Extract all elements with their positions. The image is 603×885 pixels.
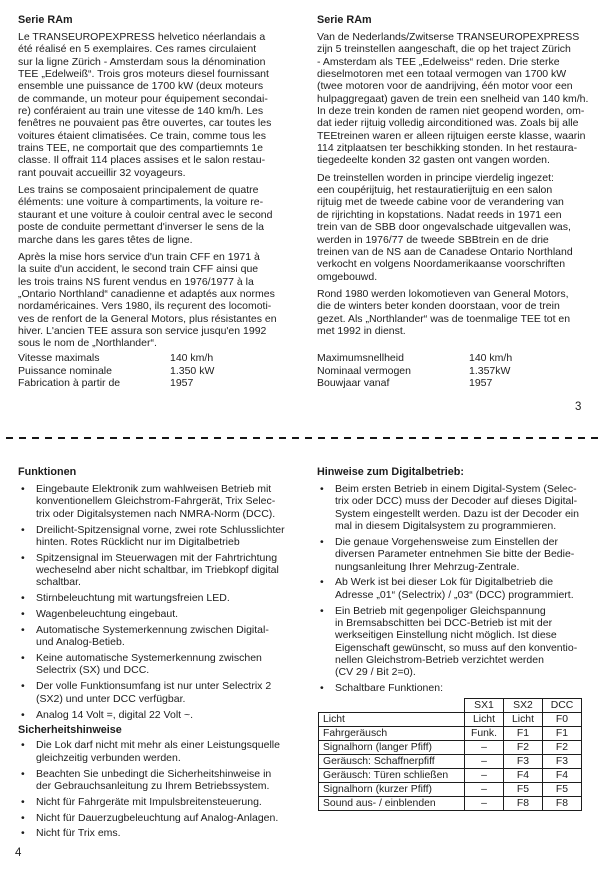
text-line: Rond 1980 werden lokomotieven van General Motors,: [317, 287, 569, 300]
text-line: die de winters beter konden doorstaan, voor de trein: [317, 300, 560, 313]
table-cell: Licht: [465, 713, 504, 727]
french-specs-list: [18, 352, 302, 390]
text-line: Spitzensignal im Steuerwagen mit der Fahrtrichtung: [36, 551, 278, 564]
table-cell: F2: [504, 741, 543, 755]
bullet-text: [36, 739, 304, 764]
page-number-4: 4: [15, 847, 22, 859]
bullet-icon: •: [21, 767, 25, 780]
bullet-item: [18, 652, 304, 677]
bullet-text: [335, 682, 603, 694]
functions-column: [18, 466, 304, 843]
bullet-item: [18, 608, 304, 620]
table-header-row: [319, 699, 582, 713]
bullet-icon: •: [21, 483, 25, 495]
text-line: rijtuig met de tweede cabine voor de verandering van: [317, 196, 564, 209]
bullet-item: [317, 483, 603, 532]
spec-value: 1957: [170, 377, 194, 390]
text-line: classe. Il offrait 114 places assises et le salon restau-: [18, 154, 266, 167]
text-line: ves de renfort de la General Motors, plus résistantes en: [18, 312, 277, 325]
table-cell: F2: [543, 741, 582, 755]
text-line: sous le nom de „Northlander“.: [18, 337, 157, 350]
table-row: [319, 797, 582, 811]
spec-row: [18, 377, 302, 390]
spec-value: 1.350 kW: [170, 364, 215, 377]
table-row-label: Signalhorn (kurzer Pfiff): [319, 783, 465, 797]
text-line: staurant et une voiture à couloir central avec le second: [18, 208, 273, 221]
text-line: Stirnbeleuchtung mit wartungsfreien LED.: [36, 592, 230, 605]
bullet-text: [36, 624, 304, 649]
text-line: Ab Werk ist bei dieser Lok für Digitalbetrieb die: [335, 576, 554, 589]
text-line: dieselmotoren met een totaal vermogen van 1700 kW: [317, 68, 567, 81]
text-line: hulpaggregaat) gaven de trein een snelheid van 140 km/h.: [317, 92, 589, 105]
table-row: [319, 783, 582, 797]
bullet-icon: •: [21, 708, 25, 721]
table-cell: F4: [504, 769, 543, 783]
text-line: la suite d'un accident, le second train CFF ainsi que: [18, 263, 259, 276]
text-line: trix oder Digitalsystemen nach NMRA-Norm (DCC).: [36, 507, 276, 520]
bullet-text: [335, 605, 603, 679]
bullet-icon: •: [21, 551, 25, 564]
table-cell: F5: [504, 783, 543, 797]
text-line: Van de Nederlands/Zwitserse TRANSEUROPEXPRESS: [317, 31, 580, 43]
switchable-functions-table: [318, 698, 582, 811]
bullet-icon: •: [21, 827, 25, 840]
bullet-item: [317, 536, 603, 573]
text-line: ensemble une puissance de 1700 kW (deux moteurs: [18, 80, 264, 93]
bullet-text: [36, 796, 304, 808]
bullet-item: [18, 796, 304, 808]
dutch-section-heading: Serie RAm: [317, 14, 372, 26]
bullet-icon: •: [21, 739, 25, 752]
text-line: éléments: une voiture à compartiments, la voiture re-: [18, 196, 264, 209]
table-row-label: Geräusch: Türen schließen: [319, 769, 465, 783]
bullet-text: [36, 524, 304, 549]
text-line: trix oder DCC) muss der Decoder auf dieses Digital-: [335, 495, 578, 508]
text-line: der Gebrauchsanleitung zu Ihrem Betriebssystem.: [36, 779, 270, 792]
text-line: Der volle Funktionsumfang ist nur unter Selectrix 2: [36, 680, 272, 693]
bullet-icon: •: [320, 535, 324, 548]
text-line: trein van de SBB door ongevalschade uitgevallen was,: [317, 221, 571, 234]
text-line: in Bremsabschitten bei DCC-Betrieb ist mit der: [335, 616, 553, 629]
text-line: Nicht für Fahrgeräte mit Impulsbreitensteuerung.: [36, 795, 262, 808]
bullet-text: [36, 768, 304, 793]
text-line: Ein Betrieb mit gegenpoliger Gleichspannung: [335, 604, 546, 617]
table-cell: F8: [504, 797, 543, 811]
bullet-item: [18, 768, 304, 793]
spec-row: [317, 377, 603, 390]
text-line: werkseitigen Einstellung nicht möglich. Ist diese: [335, 629, 557, 642]
text-line: omgebouwd.: [317, 270, 378, 283]
bullet-text: [36, 680, 304, 705]
text-line: tiegedeelte konden 32 gasten ont vangen worden.: [317, 154, 550, 167]
bullet-icon: •: [21, 608, 25, 621]
text-line: Nicht für Trix ems.: [36, 827, 121, 840]
table-cell: –: [465, 755, 504, 769]
text-line: Beim ersten Betrieb in einem Digital-System (Selec-: [335, 483, 577, 495]
text-line: Eingebaute Elektronik zum wahlweisen Betrieb mit: [36, 483, 272, 495]
text-line: Dreilicht-Spitzensignal vorne, zwei rote Schlusslichter: [36, 523, 285, 536]
table-row: [319, 755, 582, 769]
text-line: gleichzeitig verbunden werden.: [36, 751, 181, 764]
spec-value: 140 km/h: [469, 352, 513, 364]
text-line: diversen Parameter entnehmen Sie bitte der Bedie-: [335, 548, 575, 561]
text-line: - Amsterdam als TEE „Edelweiss“ reden. Drie sterke: [317, 55, 560, 68]
text-line: Nicht für Dauerzugbeleuchtung auf Analog-Anlagen.: [36, 811, 279, 824]
digital-column: [317, 466, 603, 811]
spec-label: Bouwjaar vanaf: [317, 377, 390, 390]
table-cell: F3: [504, 755, 543, 769]
text-line: fenêtres ne pouvaient pas être ouvertes, car toutes les: [18, 117, 272, 130]
text-line: gezet. Als „Northlander“ was de toenmalige TEE tot en: [317, 312, 571, 325]
bullet-text: [36, 827, 304, 839]
spec-row: [317, 365, 603, 378]
bullet-icon: •: [320, 604, 324, 617]
table-cell: F3: [543, 755, 582, 769]
text-line: les trois trains NS furent vendus en 1976/1977 à la: [18, 275, 254, 288]
text-line: poste de conduite permettant d'inverser le sens de la: [18, 221, 264, 234]
digital-bullet-list: [317, 483, 603, 695]
spec-row: [317, 352, 603, 365]
table-row-label: Signalhorn (langer Pfiff): [319, 741, 465, 755]
bullet-item: [18, 680, 304, 705]
table-cell: –: [465, 741, 504, 755]
bullet-text: [335, 536, 603, 573]
dashed-page-divider: [6, 437, 598, 439]
text-line: Eigenschaft gewünscht, so muss auf den konventio-: [335, 641, 578, 654]
text-line: Keine automatische Systemerkennung zwischen: [36, 652, 262, 665]
text-line: De treinstellen worden in principe vierdelig ingezet:: [317, 171, 554, 184]
bullet-item: [18, 709, 304, 721]
text-line: „Ontario Northland“ canadienne et adaptés aux normes: [18, 287, 275, 300]
table-row: [319, 727, 582, 741]
text-line: verkocht en volgens Noordamerikaanse voorschriften: [317, 258, 566, 271]
text-line: zijn 5 treinstellen aangeschaft, die op het traject Zürich: [317, 43, 571, 56]
spec-label: Puissance nominale: [18, 364, 112, 377]
bullet-text: [36, 652, 304, 677]
bullet-icon: •: [21, 592, 25, 605]
table-cell: F8: [543, 797, 582, 811]
bullet-icon: •: [21, 623, 25, 636]
spec-value: 140 km/h: [170, 352, 214, 364]
table-cell: F1: [543, 727, 582, 741]
text-line: Après la mise hors service d'un train CFF en 1971 à: [18, 250, 260, 263]
text-line: hiver. L'ancien TEE assura son service jusqu'en 1992: [18, 324, 267, 337]
bullet-item: [317, 605, 603, 679]
dutch-column: [317, 14, 603, 337]
text-line: schaltbar.: [36, 576, 81, 589]
text-line: Adresse „01“ (Selectrix) / „03“ (DCC) programmiert.: [335, 588, 574, 601]
table-row: [319, 769, 582, 783]
spec-value: 1.357kW: [469, 364, 511, 377]
spec-label: Nominaal vermogen: [317, 364, 411, 377]
bullet-text: [335, 483, 603, 532]
text-line: In deze trein konden de ramen niet geopend worden, om-: [317, 105, 585, 118]
paragraph: [18, 31, 302, 179]
text-line: werden in 1976/77 de tweede SBBtrein en de drie: [317, 233, 549, 246]
text-line: (SX2) und unter DCC verfügbar.: [36, 692, 186, 705]
text-line: (CV 29 / Bit 2=0).: [335, 666, 416, 679]
table-cell: –: [465, 783, 504, 797]
dutch-specs-list: [317, 352, 603, 390]
table-cell: Licht: [504, 713, 543, 727]
text-line: Wagenbeleuchtung eingebaut.: [36, 608, 179, 621]
text-line: sur la ligne Zürich - Amsterdam sous la dénomination: [18, 55, 266, 68]
bullet-icon: •: [21, 652, 25, 665]
safety-bullet-list: [18, 739, 304, 839]
text-line: nellen Gleichstrom-Betrieb verzichtet werden: [335, 653, 544, 666]
paragraph: [18, 184, 302, 246]
bullet-text: [335, 576, 603, 601]
text-line: de commande, un moteur pour équipement secondai-: [18, 92, 268, 105]
text-line: System eingestellt werden. Dazu ist der Decoder ein: [335, 507, 579, 520]
text-line: rant pouvait accueillir 32 voyageurs.: [18, 166, 186, 179]
text-line: Schaltbare Funktionen:: [335, 682, 443, 695]
spec-value: 1957: [469, 377, 493, 390]
french-column: [18, 14, 302, 350]
text-line: Le TRANSEUROPEXPRESS helvetico néerlandais a: [18, 31, 266, 43]
bullet-icon: •: [21, 811, 25, 824]
functions-heading: Funktionen: [18, 466, 77, 478]
spec-row: [18, 365, 302, 378]
table-header-cell: SX2: [504, 699, 543, 713]
text-line: 114 zitplaatsen ter beschikking stonden. In het restaura-: [317, 142, 578, 155]
bullet-icon: •: [21, 795, 25, 808]
bullet-text: [36, 552, 304, 589]
table-cell: F5: [543, 783, 582, 797]
bullet-icon: •: [320, 576, 324, 589]
text-line: Analog 14 Volt =, digital 22 Volt ~.: [36, 708, 194, 721]
spec-label: Fabrication à partir de: [18, 377, 121, 390]
text-line: voitures étaient climatisées. Ce train, comme tous les: [18, 129, 267, 142]
table-row-label: Sound aus- / einblenden: [319, 797, 465, 811]
bullet-item: [317, 682, 603, 694]
table-header-cell: DCC: [543, 699, 582, 713]
bullet-icon: •: [21, 523, 25, 536]
text-line: Die Lok darf nicht mit mehr als einer Leistungsquelle: [36, 739, 280, 752]
safety-heading: Sicherheitshinweise: [18, 724, 122, 737]
bullet-item: [18, 483, 304, 520]
paragraph: [317, 31, 603, 167]
text-line: Beachten Sie unbedingt die Sicherheitshinweise in: [36, 767, 272, 780]
table-cell: F4: [543, 769, 582, 783]
page-number-3: 3: [575, 401, 582, 413]
digital-heading: Hinweise zum Digitalbetrieb:: [317, 466, 464, 478]
text-line: re) conféraient au train une vitesse de 140 km/h. Les: [18, 105, 264, 118]
text-line: TEEtreinen waren er alleen rijtuigen eerste klasse, waarin: [317, 129, 586, 142]
table-row: [319, 713, 582, 727]
text-line: trains TEE, ne comportait que des compartiemnts 1e: [18, 142, 263, 155]
bullet-text: [36, 608, 304, 620]
table-cell: Funk.: [465, 727, 504, 741]
bullet-icon: •: [320, 483, 324, 495]
dutch-body-text: [317, 31, 603, 337]
bullet-icon: •: [21, 680, 25, 693]
text-line: nordaméricaines. Vers 1980, ils reçurent des locomoti-: [18, 300, 272, 313]
paragraph: [317, 288, 603, 337]
text-line: Selectrix (SX) und DCC.: [36, 664, 150, 677]
bullet-item: [18, 739, 304, 764]
french-body-text: [18, 31, 302, 350]
text-line: nungsanleitung Ihrer Mehrzug-Zentrale.: [335, 560, 520, 573]
text-line: hinten. Rotes Rücklicht nur im Digitalbetrieb: [36, 535, 240, 548]
table-cell: F1: [504, 727, 543, 741]
text-line: Die genaue Vorgehensweise zum Einstellen der: [335, 535, 558, 548]
text-line: de rijrichting in kopstations. Nadat reeds in 1971 een: [317, 208, 562, 221]
paragraph: [317, 172, 603, 283]
text-line: marche dans les gares têtes de ligne.: [18, 233, 193, 246]
bullet-text: [36, 592, 304, 604]
text-line: mal in diesem Digitalsystem zu programmieren.: [335, 520, 557, 533]
bullet-item: [18, 827, 304, 839]
bullet-text: [36, 812, 304, 824]
bullet-item: [18, 524, 304, 549]
table-row: [319, 741, 582, 755]
text-line: dat ieder rijtuig volledig airconditioned was. Zoals bij alle: [317, 117, 579, 130]
text-line: een coupérijtuig, het restauratierijtuig en een salon: [317, 184, 553, 197]
bullet-item: [18, 552, 304, 589]
table-cell: –: [465, 797, 504, 811]
table-header-cell: SX1: [465, 699, 504, 713]
spec-label: Maximumsnellheid: [317, 352, 404, 364]
bullet-item: [18, 592, 304, 604]
table-row-label: Geräusch: Schaffnerpfiff: [319, 755, 465, 769]
spec-row: [18, 352, 302, 365]
table-row-label: Licht: [319, 713, 465, 727]
bullet-text: [36, 709, 304, 721]
french-section-heading: Serie RAm: [18, 14, 73, 26]
text-line: und Analog-Betieb.: [36, 636, 125, 649]
text-line: Les trains se composaient principalement de quatre: [18, 184, 259, 197]
bullet-item: [317, 576, 603, 601]
paragraph: [18, 251, 302, 350]
text-line: treinen van de NS aan de Canadese Ontario Northland: [317, 245, 573, 258]
table-cell: –: [465, 769, 504, 783]
text-line: TEE „Edelweiß“. Trois gros moteurs diesel fournissant: [18, 68, 269, 81]
text-line: Automatische Systemerkennung zwischen Digital-: [36, 623, 269, 636]
table-cell: F0: [543, 713, 582, 727]
text-line: été réalisé en 5 exemplaires. Ces rames circulaient: [18, 43, 257, 56]
table-header-blank: [319, 699, 465, 713]
bullet-icon: •: [320, 682, 324, 695]
functions-bullet-list: [18, 483, 304, 721]
spec-label: Vitesse maximals: [18, 352, 100, 364]
text-line: (twee motoren voor de aandrijving, één motor voor een: [317, 80, 573, 93]
text-line: met 1992 in dienst.: [317, 324, 406, 337]
table-row-label: Fahrgeräusch: [319, 727, 465, 741]
bullet-text: [36, 483, 304, 520]
text-line: wecheselnd aber nicht schaltbar, im Triebkopf digital: [36, 564, 279, 577]
text-line: konventionellem Gleichstrom-Fahrgerät, Trix Selec-: [36, 495, 276, 508]
bullet-item: [18, 624, 304, 649]
bullet-item: [18, 812, 304, 824]
